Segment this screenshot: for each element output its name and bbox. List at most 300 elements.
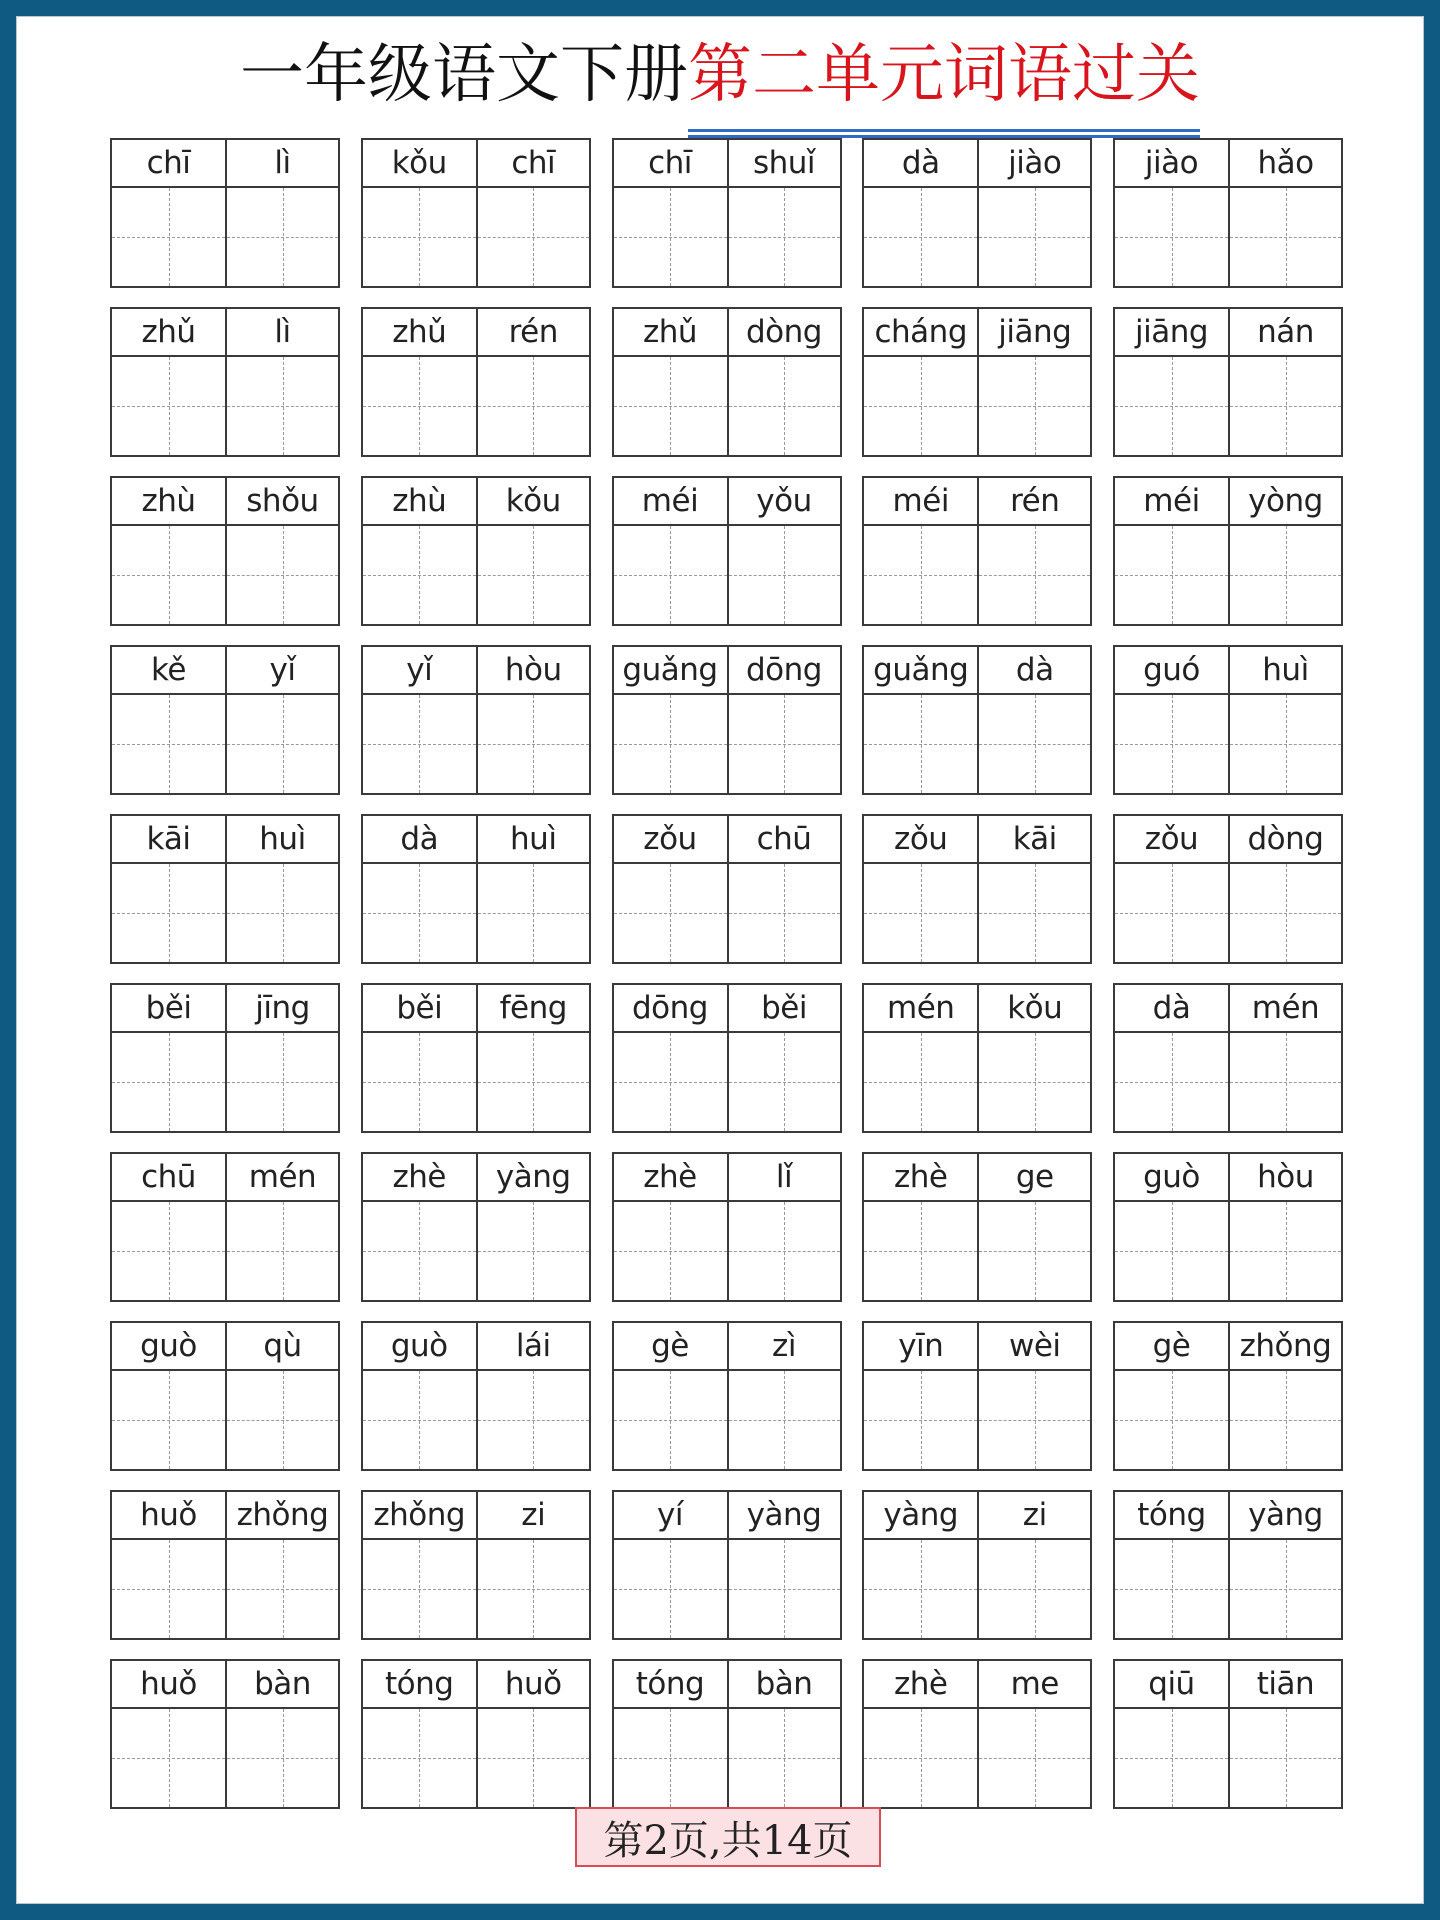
writing-box[interactable] bbox=[227, 1371, 338, 1469]
pinyin-label: qiū bbox=[1115, 1661, 1228, 1709]
character-cell bbox=[864, 1661, 977, 1807]
writing-box[interactable] bbox=[729, 1033, 840, 1131]
word-box bbox=[862, 1490, 1092, 1640]
pinyin-label: qù bbox=[227, 1323, 338, 1371]
pinyin-label: méi bbox=[1115, 478, 1228, 526]
pinyin-label: běi bbox=[729, 985, 840, 1033]
writing-box[interactable] bbox=[864, 357, 977, 455]
writing-box[interactable] bbox=[478, 864, 589, 962]
pinyin-label: jiào bbox=[1115, 140, 1228, 188]
pinyin-label: běi bbox=[363, 985, 476, 1033]
pinyin-label: yàng bbox=[729, 1492, 840, 1540]
word-box bbox=[1113, 138, 1343, 288]
writing-box[interactable] bbox=[1115, 1371, 1228, 1469]
writing-box[interactable] bbox=[363, 1540, 476, 1638]
writing-box[interactable] bbox=[1230, 1709, 1341, 1807]
writing-box[interactable] bbox=[227, 526, 338, 624]
character-cell bbox=[1228, 985, 1341, 1131]
pinyin-label: tóng bbox=[614, 1661, 727, 1709]
character-cell bbox=[864, 1323, 977, 1469]
writing-box[interactable] bbox=[979, 1202, 1090, 1300]
writing-box[interactable] bbox=[478, 1202, 589, 1300]
pinyin-label: zi bbox=[478, 1492, 589, 1540]
writing-box[interactable] bbox=[614, 1033, 727, 1131]
word-box bbox=[361, 645, 591, 795]
character-cell bbox=[476, 1323, 589, 1469]
writing-box[interactable] bbox=[1230, 357, 1341, 455]
pinyin-label: guó bbox=[1115, 647, 1228, 695]
pinyin-label: lǐ bbox=[729, 1154, 840, 1202]
character-cell bbox=[1228, 1154, 1341, 1300]
character-cell bbox=[614, 309, 727, 455]
pinyin-label: huì bbox=[478, 816, 589, 864]
word-grid bbox=[110, 138, 1343, 1809]
pinyin-label: huì bbox=[227, 816, 338, 864]
writing-box[interactable] bbox=[112, 695, 225, 793]
character-cell bbox=[476, 478, 589, 624]
pinyin-label: kāi bbox=[112, 816, 225, 864]
word-box bbox=[361, 1321, 591, 1471]
pinyin-label: rén bbox=[478, 309, 589, 357]
word-box bbox=[110, 814, 340, 964]
writing-box[interactable] bbox=[979, 357, 1090, 455]
word-box bbox=[1113, 1321, 1343, 1471]
character-cell bbox=[363, 816, 476, 962]
character-cell bbox=[614, 140, 727, 286]
writing-box[interactable] bbox=[363, 526, 476, 624]
writing-box[interactable] bbox=[1115, 526, 1228, 624]
character-cell bbox=[1115, 309, 1228, 455]
character-cell bbox=[864, 478, 977, 624]
writing-box[interactable] bbox=[979, 695, 1090, 793]
word-box bbox=[361, 1152, 591, 1302]
character-cell bbox=[977, 478, 1090, 624]
pinyin-label: bàn bbox=[227, 1661, 338, 1709]
character-cell bbox=[614, 478, 727, 624]
writing-box[interactable] bbox=[864, 526, 977, 624]
character-cell bbox=[977, 1661, 1090, 1807]
character-cell bbox=[1115, 1492, 1228, 1638]
pinyin-label: yīn bbox=[864, 1323, 977, 1371]
word-box bbox=[1113, 1490, 1343, 1640]
word-box bbox=[110, 1321, 340, 1471]
writing-box[interactable] bbox=[1115, 1540, 1228, 1638]
pinyin-label: mén bbox=[227, 1154, 338, 1202]
character-cell bbox=[1115, 1661, 1228, 1807]
pinyin-label: jīng bbox=[227, 985, 338, 1033]
writing-box[interactable] bbox=[227, 1202, 338, 1300]
character-cell bbox=[363, 478, 476, 624]
writing-box[interactable] bbox=[112, 1709, 225, 1807]
word-box bbox=[110, 983, 340, 1133]
writing-box[interactable] bbox=[478, 1540, 589, 1638]
pinyin-label: tiān bbox=[1230, 1661, 1341, 1709]
writing-box[interactable] bbox=[1230, 1371, 1341, 1469]
character-cell bbox=[614, 1323, 727, 1469]
writing-box[interactable] bbox=[227, 357, 338, 455]
pinyin-label: zhè bbox=[864, 1661, 977, 1709]
writing-box[interactable] bbox=[227, 1540, 338, 1638]
character-cell bbox=[476, 140, 589, 286]
writing-box[interactable] bbox=[864, 1033, 977, 1131]
word-box bbox=[862, 307, 1092, 457]
character-cell bbox=[614, 1661, 727, 1807]
pinyin-label: běi bbox=[112, 985, 225, 1033]
character-cell bbox=[977, 1323, 1090, 1469]
pinyin-label: mén bbox=[864, 985, 977, 1033]
character-cell bbox=[476, 647, 589, 793]
character-cell bbox=[864, 1154, 977, 1300]
pinyin-label: huì bbox=[1230, 647, 1341, 695]
character-cell bbox=[977, 647, 1090, 793]
word-box bbox=[1113, 307, 1343, 457]
writing-box[interactable] bbox=[729, 1709, 840, 1807]
writing-box[interactable] bbox=[478, 1033, 589, 1131]
character-cell bbox=[225, 140, 338, 286]
pinyin-label: gè bbox=[1115, 1323, 1228, 1371]
word-box bbox=[110, 138, 340, 288]
character-cell bbox=[977, 1492, 1090, 1638]
pinyin-label: dà bbox=[363, 816, 476, 864]
writing-box[interactable] bbox=[363, 1371, 476, 1469]
character-cell bbox=[112, 816, 225, 962]
word-box bbox=[1113, 814, 1343, 964]
pinyin-label: zhǒng bbox=[227, 1492, 338, 1540]
pinyin-label: kǒu bbox=[478, 478, 589, 526]
writing-box[interactable] bbox=[729, 864, 840, 962]
word-box bbox=[110, 645, 340, 795]
character-cell bbox=[614, 1154, 727, 1300]
character-cell bbox=[1228, 140, 1341, 286]
writing-box[interactable] bbox=[979, 526, 1090, 624]
pinyin-label: dōng bbox=[729, 647, 840, 695]
writing-box[interactable] bbox=[1230, 1033, 1341, 1131]
writing-box[interactable] bbox=[112, 864, 225, 962]
writing-box[interactable] bbox=[1230, 1540, 1341, 1638]
word-box bbox=[110, 307, 340, 457]
writing-box[interactable] bbox=[1230, 864, 1341, 962]
title-highlight: 第二单元词语过关 bbox=[688, 30, 1200, 120]
pinyin-label: shuǐ bbox=[729, 140, 840, 188]
character-cell bbox=[864, 1492, 977, 1638]
pinyin-label: huǒ bbox=[478, 1661, 589, 1709]
pinyin-label: kāi bbox=[979, 816, 1090, 864]
writing-box[interactable] bbox=[1115, 357, 1228, 455]
pinyin-label: gè bbox=[614, 1323, 727, 1371]
writing-box[interactable] bbox=[112, 1033, 225, 1131]
pinyin-label: guǎng bbox=[614, 647, 727, 695]
word-box bbox=[612, 138, 842, 288]
writing-box[interactable] bbox=[1115, 864, 1228, 962]
pinyin-label: zi bbox=[979, 1492, 1090, 1540]
pinyin-label: tóng bbox=[363, 1661, 476, 1709]
word-box bbox=[862, 814, 1092, 964]
character-cell bbox=[727, 478, 840, 624]
pinyin-label: yàng bbox=[864, 1492, 977, 1540]
character-cell bbox=[1228, 1323, 1341, 1469]
writing-box[interactable] bbox=[227, 1033, 338, 1131]
writing-box[interactable] bbox=[1230, 188, 1341, 286]
writing-box[interactable] bbox=[363, 357, 476, 455]
writing-box[interactable] bbox=[614, 526, 727, 624]
pinyin-label: zì bbox=[729, 1323, 840, 1371]
writing-box[interactable] bbox=[1115, 1033, 1228, 1131]
writing-box[interactable] bbox=[614, 357, 727, 455]
word-box bbox=[1113, 983, 1343, 1133]
word-box bbox=[612, 476, 842, 626]
writing-box[interactable] bbox=[227, 695, 338, 793]
character-cell bbox=[864, 647, 977, 793]
pinyin-label: hòu bbox=[478, 647, 589, 695]
writing-box[interactable] bbox=[478, 695, 589, 793]
character-cell bbox=[1228, 647, 1341, 793]
writing-box[interactable] bbox=[729, 357, 840, 455]
pinyin-label: zhù bbox=[363, 478, 476, 526]
writing-box[interactable] bbox=[363, 188, 476, 286]
pinyin-label: zhǔ bbox=[363, 309, 476, 357]
character-cell bbox=[1115, 478, 1228, 624]
pinyin-label: yǒu bbox=[729, 478, 840, 526]
pinyin-label: lì bbox=[227, 140, 338, 188]
word-box bbox=[612, 1321, 842, 1471]
writing-box[interactable] bbox=[614, 1709, 727, 1807]
writing-box[interactable] bbox=[1115, 188, 1228, 286]
word-box bbox=[612, 1659, 842, 1809]
character-cell bbox=[977, 1154, 1090, 1300]
character-cell bbox=[727, 1492, 840, 1638]
pinyin-label: zhè bbox=[614, 1154, 727, 1202]
character-cell bbox=[1115, 985, 1228, 1131]
pinyin-label: zhè bbox=[864, 1154, 977, 1202]
writing-box[interactable] bbox=[227, 188, 338, 286]
pinyin-label: méi bbox=[864, 478, 977, 526]
page-title bbox=[0, 30, 1440, 120]
writing-box[interactable] bbox=[363, 695, 476, 793]
character-cell bbox=[727, 1154, 840, 1300]
writing-box[interactable] bbox=[864, 1202, 977, 1300]
pinyin-label: dà bbox=[979, 647, 1090, 695]
pinyin-label: me bbox=[979, 1661, 1090, 1709]
pinyin-label: chū bbox=[112, 1154, 225, 1202]
character-cell bbox=[977, 140, 1090, 286]
writing-box[interactable] bbox=[614, 1540, 727, 1638]
word-box bbox=[110, 1490, 340, 1640]
character-cell bbox=[614, 1492, 727, 1638]
character-cell bbox=[112, 478, 225, 624]
writing-box[interactable] bbox=[478, 526, 589, 624]
character-cell bbox=[1228, 1661, 1341, 1807]
pinyin-label: jiāng bbox=[979, 309, 1090, 357]
writing-box[interactable] bbox=[1115, 1202, 1228, 1300]
character-cell bbox=[977, 985, 1090, 1131]
writing-box[interactable] bbox=[614, 695, 727, 793]
character-cell bbox=[476, 816, 589, 962]
writing-box[interactable] bbox=[864, 188, 977, 286]
character-cell bbox=[112, 1323, 225, 1469]
pinyin-label: hǎo bbox=[1230, 140, 1341, 188]
pinyin-label: kǒu bbox=[363, 140, 476, 188]
character-cell bbox=[864, 816, 977, 962]
character-cell bbox=[1115, 647, 1228, 793]
writing-box[interactable] bbox=[112, 1540, 225, 1638]
character-cell bbox=[614, 816, 727, 962]
pinyin-label: rén bbox=[979, 478, 1090, 526]
pinyin-label: yǐ bbox=[363, 647, 476, 695]
character-cell bbox=[225, 1492, 338, 1638]
writing-box[interactable] bbox=[614, 1371, 727, 1469]
pinyin-label: zhè bbox=[363, 1154, 476, 1202]
pinyin-label: zhǒng bbox=[363, 1492, 476, 1540]
pinyin-label: ge bbox=[979, 1154, 1090, 1202]
word-box bbox=[862, 1152, 1092, 1302]
writing-box[interactable] bbox=[363, 1033, 476, 1131]
writing-box[interactable] bbox=[363, 864, 476, 962]
character-cell bbox=[864, 140, 977, 286]
word-box bbox=[612, 307, 842, 457]
pinyin-label: jiāng bbox=[1115, 309, 1228, 357]
pinyin-label: fēng bbox=[478, 985, 589, 1033]
pinyin-label: tóng bbox=[1115, 1492, 1228, 1540]
writing-box[interactable] bbox=[1230, 1202, 1341, 1300]
pinyin-label: huǒ bbox=[112, 1661, 225, 1709]
character-cell bbox=[1228, 478, 1341, 624]
character-cell bbox=[225, 1154, 338, 1300]
pinyin-label: zǒu bbox=[1115, 816, 1228, 864]
writing-box[interactable] bbox=[729, 1540, 840, 1638]
character-cell bbox=[112, 647, 225, 793]
character-cell bbox=[727, 1323, 840, 1469]
pinyin-label: chū bbox=[729, 816, 840, 864]
writing-box[interactable] bbox=[1230, 695, 1341, 793]
word-box bbox=[110, 1659, 340, 1809]
pinyin-label: chī bbox=[614, 140, 727, 188]
character-cell bbox=[363, 309, 476, 455]
character-cell bbox=[363, 1323, 476, 1469]
character-cell bbox=[112, 140, 225, 286]
writing-box[interactable] bbox=[614, 864, 727, 962]
writing-box[interactable] bbox=[112, 357, 225, 455]
word-box bbox=[1113, 645, 1343, 795]
writing-box[interactable] bbox=[979, 864, 1090, 962]
writing-box[interactable] bbox=[729, 188, 840, 286]
page-indicator: 第2页,共14页 bbox=[575, 1807, 881, 1867]
character-cell bbox=[1228, 816, 1341, 962]
character-cell bbox=[112, 1154, 225, 1300]
character-cell bbox=[476, 309, 589, 455]
pinyin-label: kǒu bbox=[979, 985, 1090, 1033]
writing-box[interactable] bbox=[979, 1540, 1090, 1638]
word-box bbox=[862, 1321, 1092, 1471]
character-cell bbox=[1115, 1323, 1228, 1469]
writing-box[interactable] bbox=[227, 1709, 338, 1807]
character-cell bbox=[476, 1661, 589, 1807]
writing-box[interactable] bbox=[1115, 695, 1228, 793]
pinyin-label: guǎng bbox=[864, 647, 977, 695]
character-cell bbox=[727, 816, 840, 962]
pinyin-label: wèi bbox=[979, 1323, 1090, 1371]
character-cell bbox=[225, 1323, 338, 1469]
writing-box[interactable] bbox=[979, 1033, 1090, 1131]
writing-box[interactable] bbox=[614, 188, 727, 286]
pinyin-label: zhǔ bbox=[112, 309, 225, 357]
writing-box[interactable] bbox=[614, 1202, 727, 1300]
writing-box[interactable] bbox=[112, 1202, 225, 1300]
writing-box[interactable] bbox=[729, 1202, 840, 1300]
character-cell bbox=[363, 1492, 476, 1638]
word-box bbox=[1113, 1659, 1343, 1809]
writing-box[interactable] bbox=[979, 1371, 1090, 1469]
writing-box[interactable] bbox=[363, 1709, 476, 1807]
writing-box[interactable] bbox=[729, 695, 840, 793]
pinyin-label: chī bbox=[112, 140, 225, 188]
writing-box[interactable] bbox=[478, 1371, 589, 1469]
character-cell bbox=[225, 985, 338, 1131]
character-cell bbox=[363, 985, 476, 1131]
writing-box[interactable] bbox=[1230, 526, 1341, 624]
pinyin-label: nán bbox=[1230, 309, 1341, 357]
word-box bbox=[862, 1659, 1092, 1809]
writing-box[interactable] bbox=[729, 1371, 840, 1469]
character-cell bbox=[363, 647, 476, 793]
word-box bbox=[361, 814, 591, 964]
writing-box[interactable] bbox=[112, 1371, 225, 1469]
pinyin-label: jiào bbox=[979, 140, 1090, 188]
character-cell bbox=[225, 309, 338, 455]
character-cell bbox=[225, 1661, 338, 1807]
pinyin-label: dà bbox=[864, 140, 977, 188]
pinyin-label: hòu bbox=[1230, 1154, 1341, 1202]
pinyin-label: chī bbox=[478, 140, 589, 188]
character-cell bbox=[727, 140, 840, 286]
word-box bbox=[612, 814, 842, 964]
writing-box[interactable] bbox=[729, 526, 840, 624]
writing-box[interactable] bbox=[478, 357, 589, 455]
word-box bbox=[361, 983, 591, 1133]
word-box bbox=[612, 645, 842, 795]
writing-box[interactable] bbox=[864, 1540, 977, 1638]
character-cell bbox=[1115, 140, 1228, 286]
writing-box[interactable] bbox=[227, 864, 338, 962]
writing-box[interactable] bbox=[478, 188, 589, 286]
writing-box[interactable] bbox=[864, 1371, 977, 1469]
writing-box[interactable] bbox=[979, 1709, 1090, 1807]
character-cell bbox=[363, 140, 476, 286]
character-cell bbox=[727, 647, 840, 793]
writing-box[interactable] bbox=[1115, 1709, 1228, 1807]
writing-box[interactable] bbox=[112, 188, 225, 286]
character-cell bbox=[363, 1661, 476, 1807]
writing-box[interactable] bbox=[864, 1709, 977, 1807]
word-box bbox=[361, 138, 591, 288]
word-box bbox=[361, 1659, 591, 1809]
pinyin-label: dōng bbox=[614, 985, 727, 1033]
character-cell bbox=[363, 1154, 476, 1300]
pinyin-label: yòng bbox=[1230, 478, 1341, 526]
character-cell bbox=[1115, 1154, 1228, 1300]
word-box bbox=[361, 1490, 591, 1640]
word-box bbox=[862, 645, 1092, 795]
writing-box[interactable] bbox=[478, 1709, 589, 1807]
word-box bbox=[612, 983, 842, 1133]
writing-box[interactable] bbox=[112, 526, 225, 624]
writing-box[interactable] bbox=[864, 695, 977, 793]
character-cell bbox=[225, 478, 338, 624]
pinyin-label: dòng bbox=[729, 309, 840, 357]
word-box bbox=[361, 476, 591, 626]
writing-box[interactable] bbox=[979, 188, 1090, 286]
writing-box[interactable] bbox=[864, 864, 977, 962]
writing-box[interactable] bbox=[363, 1202, 476, 1300]
